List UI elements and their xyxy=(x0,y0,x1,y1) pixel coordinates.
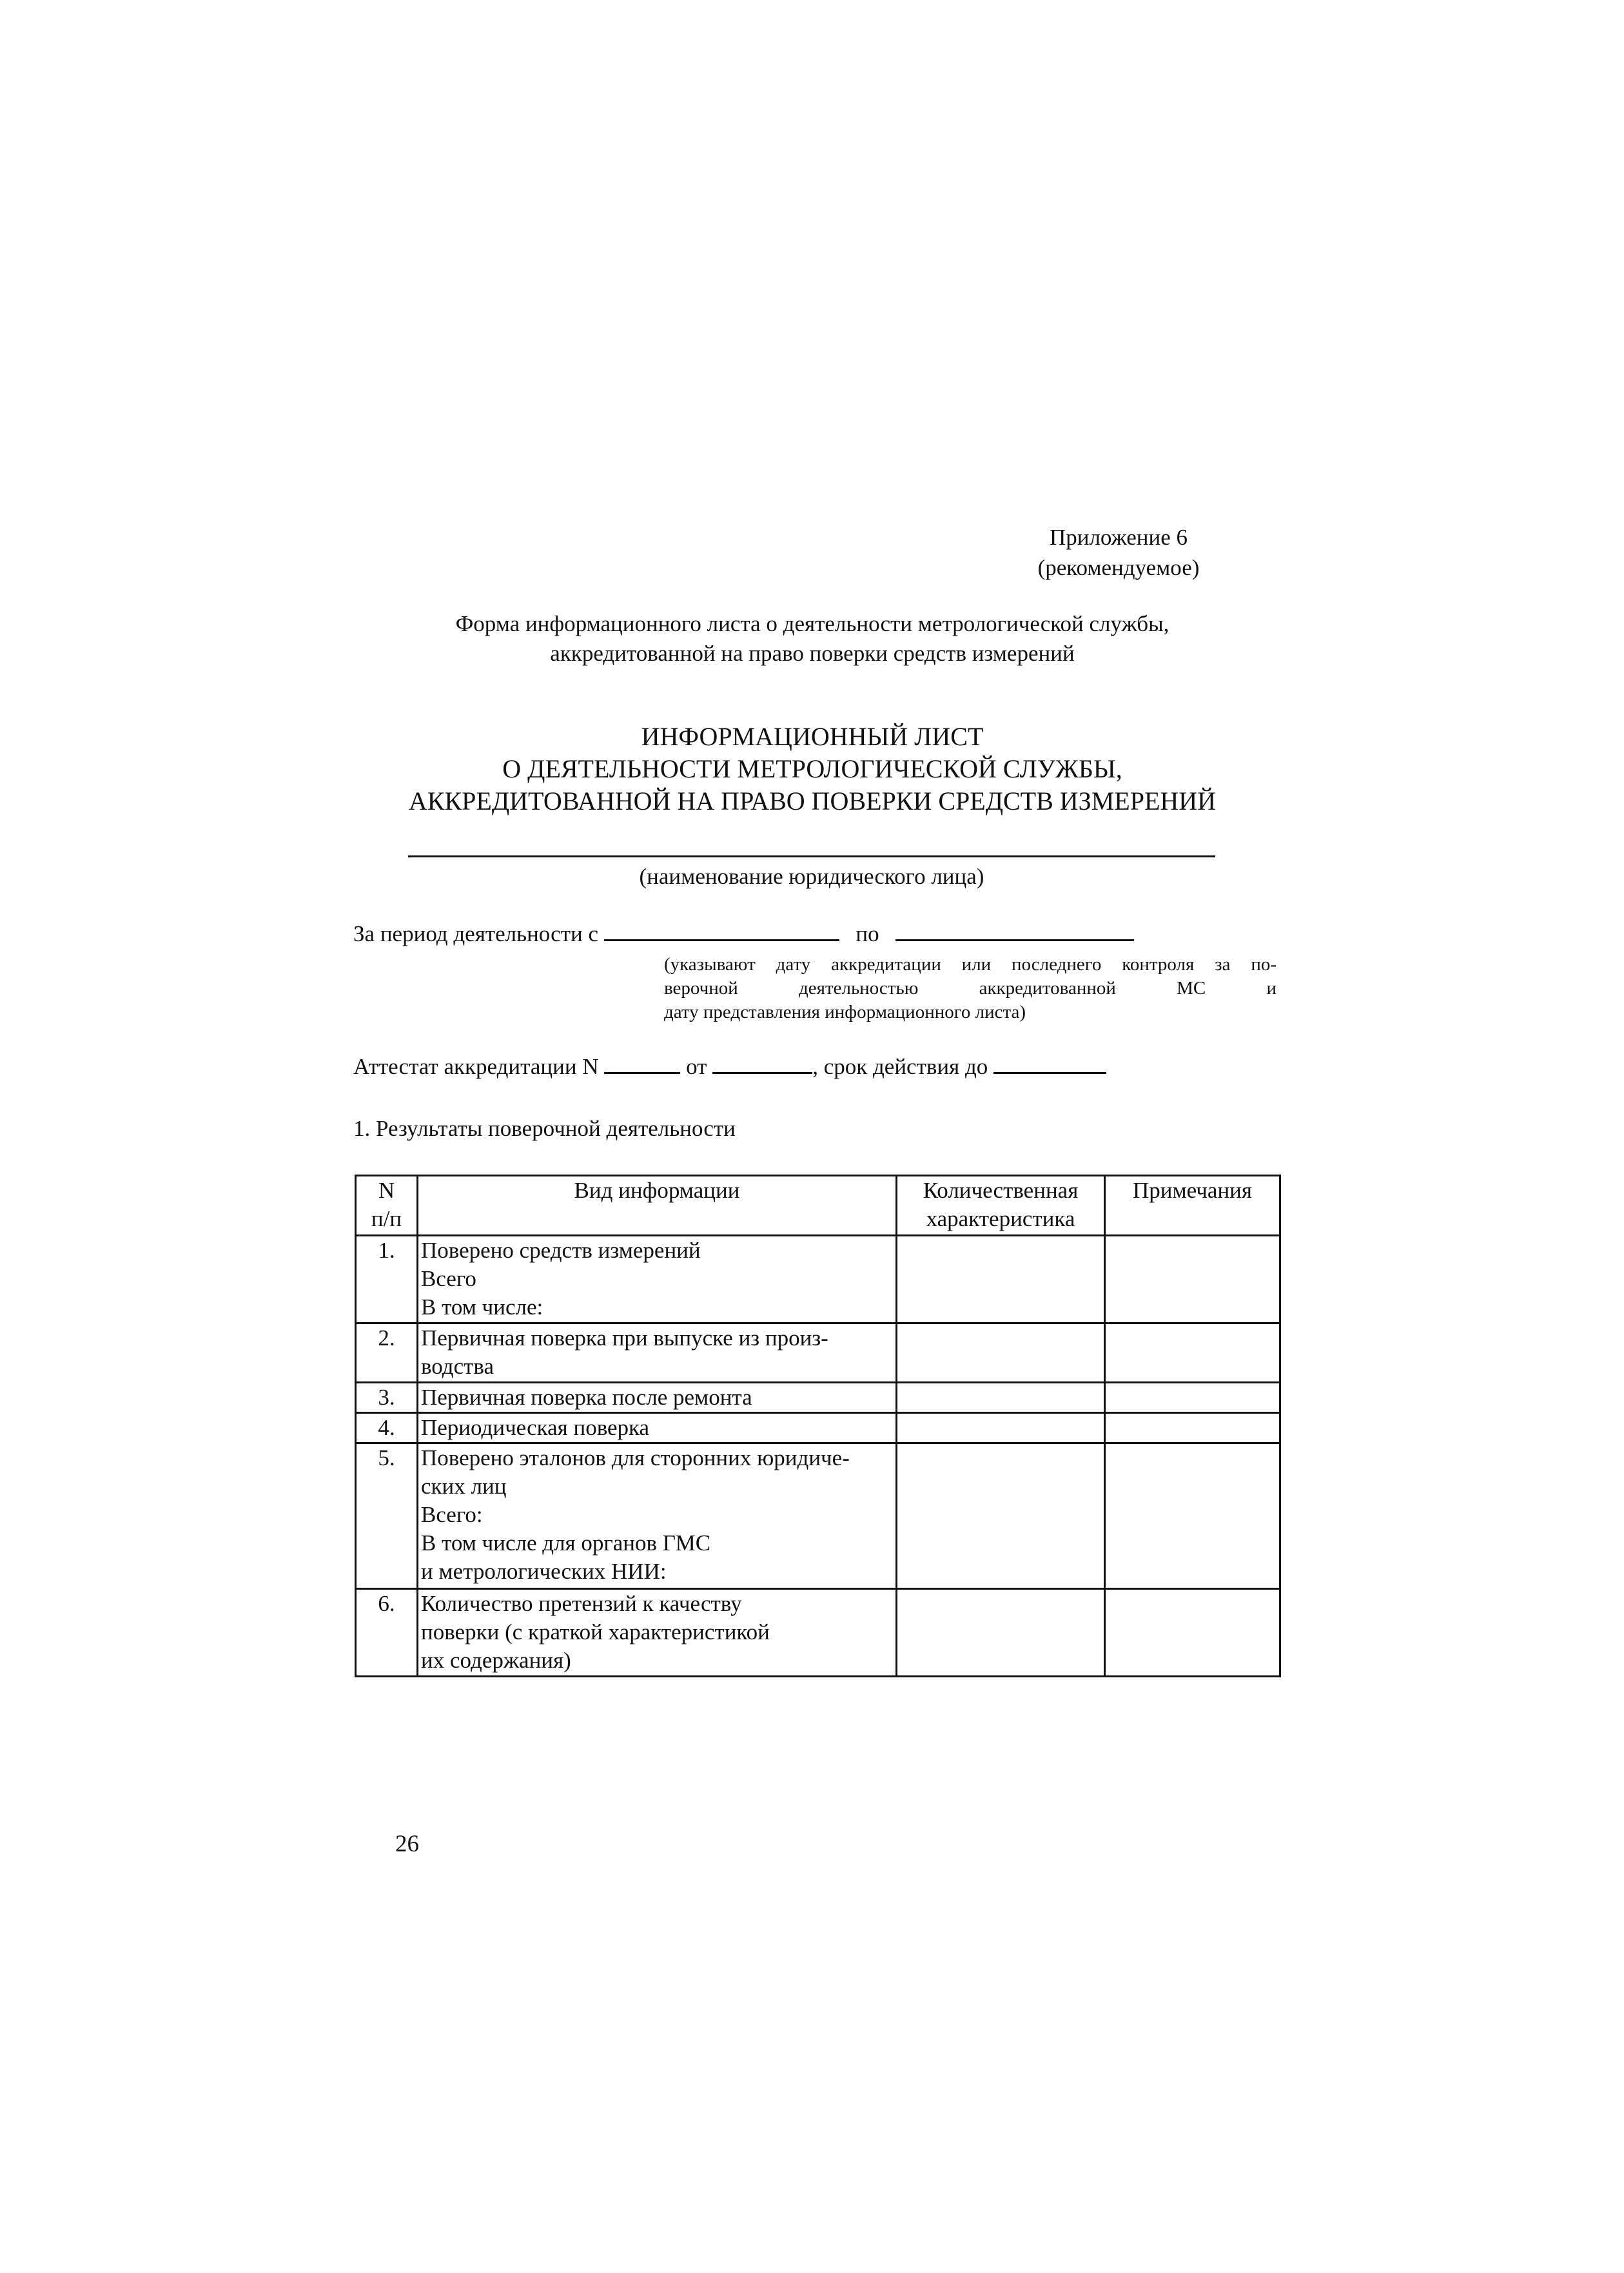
certificate-label: Аттестат аккредитации N xyxy=(353,1054,599,1079)
period-start-field[interactable] xyxy=(604,920,839,941)
row-quantity-cell[interactable] xyxy=(897,1323,1105,1383)
certificate-from-label: от xyxy=(686,1054,707,1079)
header-info-type: Вид информации xyxy=(418,1176,897,1236)
row-quantity-cell[interactable] xyxy=(897,1413,1105,1443)
table-row xyxy=(356,1589,1280,1677)
row-quantity-cell[interactable] xyxy=(897,1236,1105,1323)
certificate-number-field[interactable] xyxy=(604,1053,680,1074)
page-number: 26 xyxy=(395,1831,419,1857)
appendix-status: (рекомендуемое) xyxy=(1037,555,1200,580)
main-title-line-2: О ДЕЯТЕЛЬНОСТИ МЕТРОЛОГИЧЕСКОЙ СЛУЖБЫ, xyxy=(502,754,1122,783)
row-notes-cell[interactable] xyxy=(1105,1443,1280,1589)
row-number: 6. xyxy=(356,1589,418,1677)
row-info: Первичная поверка после ремонта xyxy=(418,1383,897,1413)
results-table xyxy=(355,1175,1281,1677)
row-notes-cell[interactable] xyxy=(1105,1236,1280,1323)
row-quantity-cell[interactable] xyxy=(897,1443,1105,1589)
row-number: 5. xyxy=(356,1443,418,1589)
certificate-valid-label: , срок действия до xyxy=(812,1054,988,1079)
table-header-row xyxy=(356,1176,1280,1236)
row-notes-cell[interactable] xyxy=(1105,1323,1280,1383)
row-notes-cell[interactable] xyxy=(1105,1413,1280,1443)
appendix-label xyxy=(967,522,1270,583)
certificate-valid-until-field[interactable] xyxy=(993,1053,1106,1074)
row-number: 4. xyxy=(356,1413,418,1443)
row-notes-cell[interactable] xyxy=(1105,1589,1280,1677)
section-heading: 1. Результаты поверочной деятельности xyxy=(353,1116,736,1141)
org-name-field[interactable] xyxy=(408,855,1215,857)
row-notes-cell[interactable] xyxy=(1105,1383,1280,1413)
period-note-line-3: дату представления информационного листа) xyxy=(664,1002,1026,1022)
table-row xyxy=(356,1323,1280,1383)
table-row xyxy=(356,1236,1280,1323)
period-note-line-2: верочной деятельностью аккредитованной МС и xyxy=(664,978,1277,999)
period-row xyxy=(353,919,1288,949)
table-row xyxy=(356,1443,1280,1589)
period-note xyxy=(664,953,1277,1024)
certificate-row xyxy=(353,1052,1288,1082)
header-notes: Примечания xyxy=(1105,1176,1280,1236)
period-end-field[interactable] xyxy=(895,920,1134,941)
row-info: Первичная поверка при выпуске из произ- водства xyxy=(418,1323,897,1383)
period-label: За период деятельности с xyxy=(353,921,599,946)
header-number: N п/п xyxy=(356,1176,418,1236)
row-number: 3. xyxy=(356,1383,418,1413)
row-info: Поверено средств измерений Всего В том числе: xyxy=(418,1236,897,1323)
header-quantity: Количественная характеристика xyxy=(897,1176,1105,1236)
row-quantity-cell[interactable] xyxy=(897,1383,1105,1413)
period-note-line-1: (указывают дату аккредитации или последнего контроля за по- xyxy=(664,954,1277,975)
appendix-number: Приложение 6 xyxy=(1049,525,1188,550)
row-quantity-cell[interactable] xyxy=(897,1589,1105,1677)
row-info: Количество претензий к качеству поверки (с краткой характеристикой их содержания) xyxy=(418,1589,897,1677)
period-to-label: по xyxy=(856,921,879,946)
certificate-date-field[interactable] xyxy=(712,1053,812,1074)
main-title-line-3: АККРЕДИТОВАННОЙ НА ПРАВО ПОВЕРКИ СРЕДСТВ ИЗМЕРЕНИЙ xyxy=(408,786,1217,815)
form-title-line-1: Форма информационного листа о деятельности метрологической службы, xyxy=(455,611,1169,636)
row-info: Периодическая поверка xyxy=(418,1413,897,1443)
table-row xyxy=(356,1413,1280,1443)
form-title xyxy=(361,609,1264,668)
row-number: 1. xyxy=(356,1236,418,1323)
row-number: 2. xyxy=(356,1323,418,1383)
form-title-line-2: аккредитованной на право поверки средств измерений xyxy=(550,641,1075,666)
main-title-line-1: ИНФОРМАЦИОННЫЙ ЛИСТ xyxy=(641,722,984,751)
main-title xyxy=(361,721,1264,817)
row-info: Поверено эталонов для сторонних юридиче- ских лиц Всего: В том числе для органов ГМС и метрологических НИИ: xyxy=(418,1443,897,1589)
org-name-caption: (наименование юридического лица) xyxy=(639,864,984,889)
table-row xyxy=(356,1383,1280,1413)
